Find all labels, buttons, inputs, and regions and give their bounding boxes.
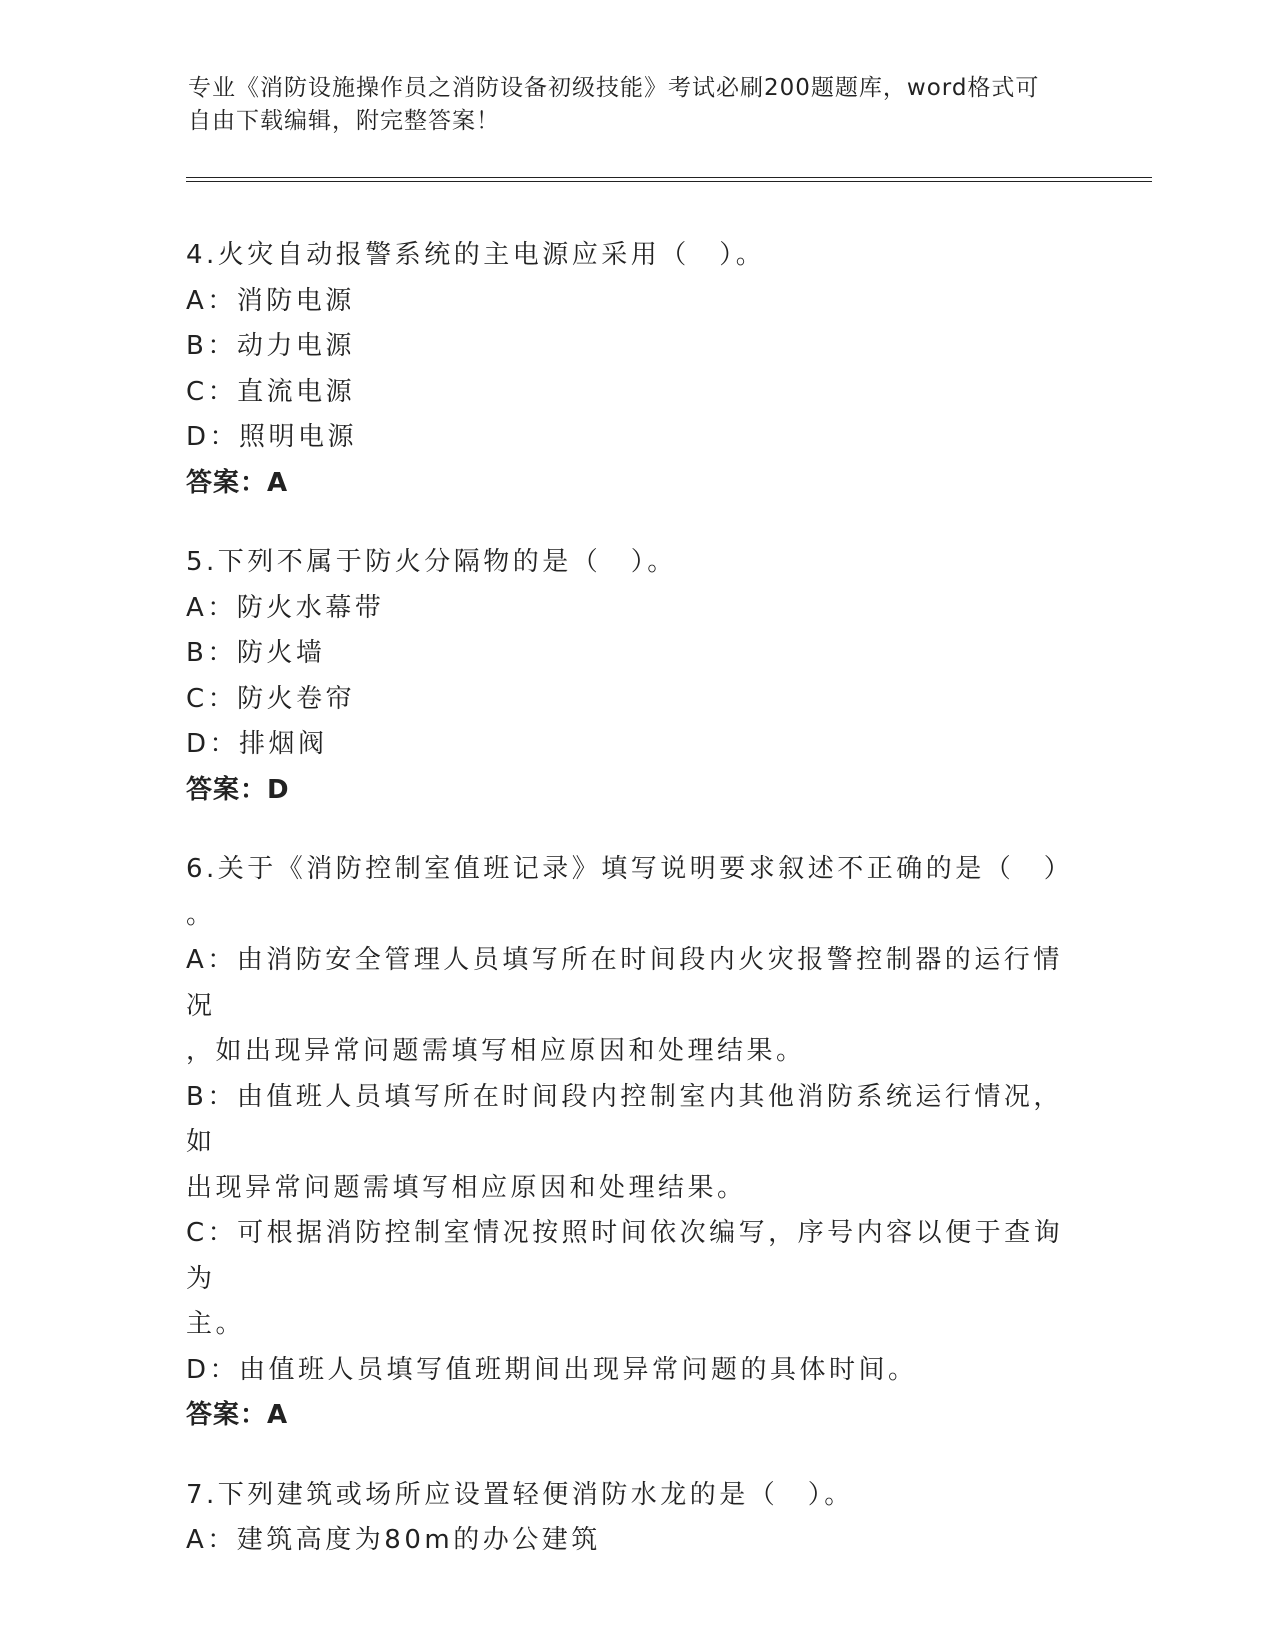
question-4 <box>186 233 1086 506</box>
option-a: A：由消防安全管理人员填写所在时间段内火灾报警控制器的运行情况 <box>186 945 1063 1021</box>
header-divider-bottom <box>186 181 1152 182</box>
option-b: B：防火墙 <box>186 638 326 668</box>
option-d: D：照明电源 <box>186 422 358 452</box>
question-6 <box>186 847 1086 1439</box>
option-d: D：排烟阀 <box>186 729 328 759</box>
header-line-2: 自由下载编辑，附完整答案！ <box>188 108 500 134</box>
document-header <box>188 72 1068 138</box>
option-c: C：直流电源 <box>186 376 356 407</box>
answer-label: 答案：A <box>186 467 289 498</box>
answer-label: 答案：A <box>186 1400 289 1430</box>
option-a: A：防火水幕带 <box>186 592 385 623</box>
question-stem: 5.下列不属于防火分隔物的是（ ）。 <box>186 547 677 577</box>
option-b: B：动力电源 <box>186 331 355 361</box>
option-c: C：可根据消防控制室情况按照时间依次编写，序号内容以便于查询为 <box>186 1218 1064 1294</box>
option-b: B：由值班人员填写所在时间段内控制室内其他消防系统运行情况，如 <box>186 1081 1063 1157</box>
question-stem: 6.关于《消防控制室值班记录》填写说明要求叙述不正确的是（ ） <box>186 854 1074 884</box>
answer-label: 答案：D <box>186 774 290 805</box>
option-a: A：建筑高度为80m的办公建筑 <box>186 1525 601 1555</box>
option-b-continued: 出现异常问题需填写相应原因和处理结果。 <box>186 1172 747 1203</box>
question-list <box>186 233 1086 1598</box>
option-c: C：防火卷帘 <box>186 683 356 714</box>
option-d: D：由值班人员填写值班期间出现异常问题的具体时间。 <box>186 1354 918 1385</box>
header-line-1: 专业《消防设施操作员之消防设备初级技能》考试必刷200题题库，word格式可 <box>188 75 1040 101</box>
option-a-continued: ，如出现异常问题需填写相应原因和处理结果。 <box>186 1036 806 1066</box>
question-5 <box>186 540 1086 813</box>
question-stem: 4.火灾自动报警系统的主电源应采用（ ）。 <box>186 240 766 270</box>
question-7 <box>186 1473 1086 1564</box>
option-a: A：消防电源 <box>186 285 355 316</box>
option-c-continued: 主。 <box>186 1309 246 1339</box>
header-divider-top <box>186 177 1152 178</box>
question-stem-continued: 。 <box>186 899 216 930</box>
question-stem: 7.下列建筑或场所应设置轻便消防水龙的是（ ）。 <box>186 1479 854 1510</box>
